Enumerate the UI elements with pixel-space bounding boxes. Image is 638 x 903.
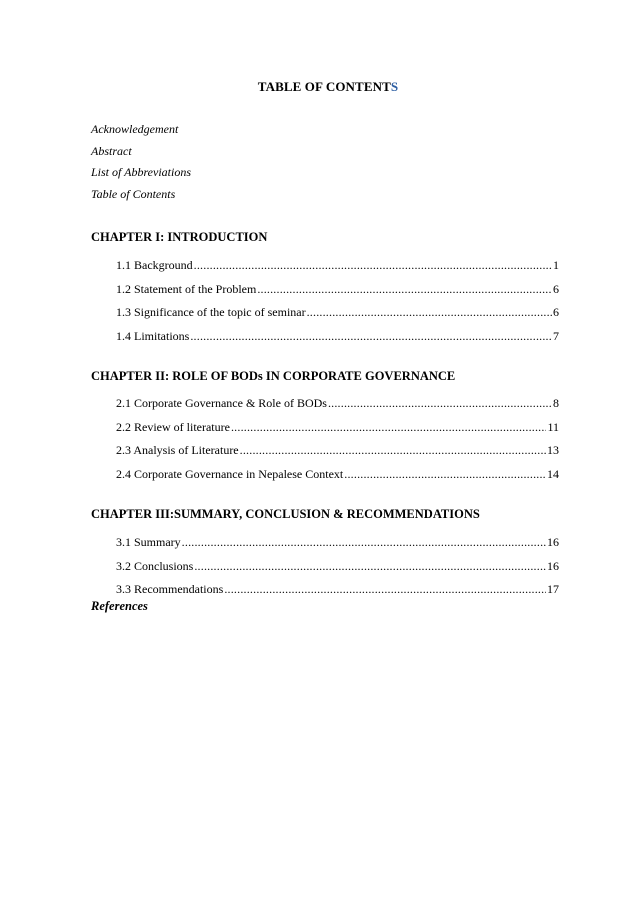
dot-leader [194, 559, 546, 574]
dot-leader [231, 420, 546, 435]
toc-entry[interactable] [116, 305, 559, 329]
toc-entry-page: 6 [553, 305, 559, 319]
toc-entry-label: 2.1 Corporate Governance & Role of BODs [116, 396, 327, 410]
toc-entry[interactable] [116, 396, 559, 420]
toc-entry-page: 16 [547, 535, 559, 549]
toc-entry[interactable] [116, 258, 559, 282]
toc-entry[interactable] [116, 282, 559, 306]
chapter-2-entries [116, 396, 559, 490]
toc-entry-label: 1.3 Significance of the topic of seminar [116, 305, 306, 319]
toc-entry-label: 2.4 Corporate Governance in Nepalese Context [116, 466, 344, 481]
toc-entry-label: 1.4 Limitations [116, 328, 190, 343]
chapter-heading-3[interactable]: CHAPTER III:SUMMARY, CONCLUSION & RECOMMENDATIONS [91, 507, 480, 521]
prelim-item-acknowledgement[interactable]: Acknowledgement [91, 122, 179, 136]
chapter-heading-1[interactable]: CHAPTER I: INTRODUCTION [91, 230, 268, 244]
page-title-accent-letter: S [390, 79, 399, 94]
prelim-list [91, 119, 191, 205]
toc-entry-page: 1 [553, 258, 559, 272]
toc-entry[interactable] [116, 582, 559, 606]
references-heading[interactable]: References [91, 599, 148, 613]
dot-leader [240, 443, 546, 458]
toc-entry[interactable] [116, 559, 559, 583]
toc-entry[interactable] [116, 329, 559, 353]
toc-entry-page: 8 [553, 396, 559, 410]
page-title-text: TABLE OF CONTENT [257, 79, 391, 94]
dot-leader [257, 282, 552, 297]
dot-leader [224, 582, 546, 597]
chapter-heading-2[interactable]: CHAPTER II: ROLE OF BODs IN CORPORATE GOVERNANCE [91, 369, 456, 383]
toc-entry-page: 6 [553, 281, 559, 296]
toc-entry-page: 14 [547, 466, 559, 481]
prelim-item-abbreviations[interactable]: List of Abbreviations [91, 165, 192, 179]
toc-entry-label: 3.2 Conclusions [116, 558, 194, 573]
page-title [0, 79, 638, 95]
toc-entry-page: 17 [547, 582, 559, 596]
toc-entry-page: 13 [547, 443, 559, 457]
chapter-1-entries [116, 258, 559, 352]
dot-leader [328, 396, 552, 411]
dot-leader [190, 329, 552, 344]
prelim-item-abstract[interactable]: Abstract [91, 143, 132, 158]
chapter-3-entries [116, 535, 559, 606]
toc-entry[interactable] [116, 443, 559, 467]
toc-entry-label: 1.1 Background [116, 258, 193, 272]
toc-entry-page: 7 [553, 328, 559, 343]
toc-entry[interactable] [116, 467, 559, 491]
dot-leader [307, 305, 552, 320]
toc-entry[interactable] [116, 420, 559, 444]
toc-entry[interactable] [116, 535, 559, 559]
prelim-item-table-of-contents[interactable]: Table of Contents [91, 186, 176, 201]
toc-entry-page: 16 [547, 558, 559, 573]
toc-entry-label: 3.1 Summary [116, 535, 181, 549]
dot-leader [182, 535, 546, 550]
toc-entry-page: 11 [547, 419, 559, 434]
toc-entry-label: 1.2 Statement of the Problem [116, 281, 257, 296]
toc-entry-label: 2.3 Analysis of Literature [116, 443, 239, 457]
dot-leader [344, 467, 546, 482]
dot-leader [194, 258, 552, 273]
toc-entry-label: 2.2 Review of literature [116, 419, 230, 434]
toc-entry-label: 3.3 Recommendations [116, 582, 224, 596]
